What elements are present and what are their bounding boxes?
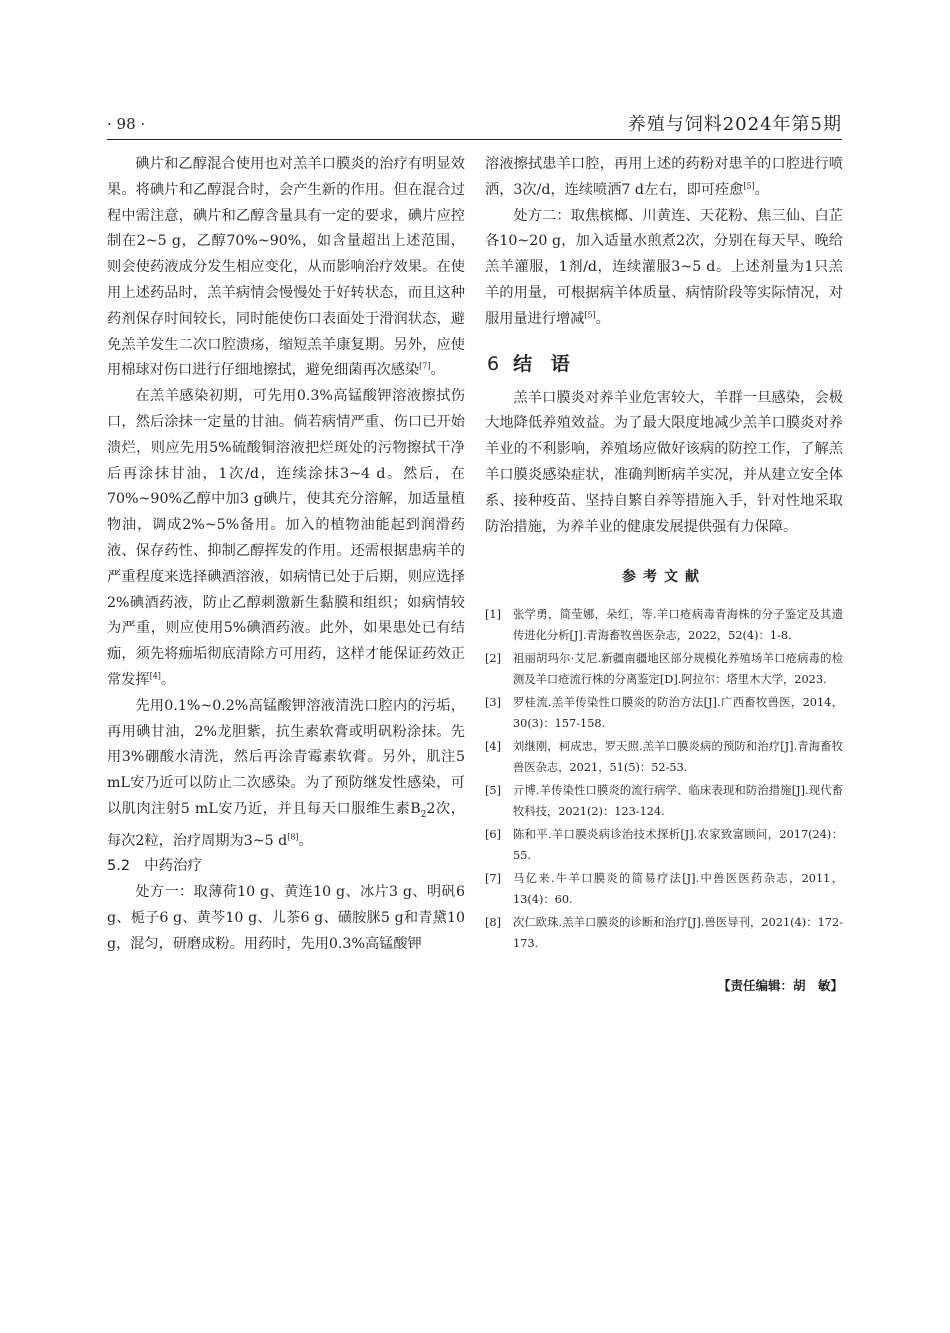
reference-item: [7] 马亿来.牛羊口膜炎的简易疗法[J].中兽医医药杂志，2011，13(4)：60.	[485, 872, 843, 907]
journal-title: 养殖与饲料2024年第5期	[627, 114, 842, 135]
paragraph-prescription-two: 处方二：取焦槟榔、川黄连、天花粉、焦三仙、白芷各10~20 g，加入适量水煎煮2次，分别在每天早、晚给羔羊灌服，1剂/d，连续灌服3~5 d。上述剂量为1只羔羊的用量，可根据病羊体质量、病情阶段等实际情况，对服用量进行增减[5]。	[485, 207, 843, 327]
reference-item: [8] 次仁欧珠.羔羊口膜炎的诊断和治疗[J].兽医导刊，2021(4)：172-173.	[485, 916, 843, 951]
right-column	[485, 152, 843, 994]
citation: [5]	[743, 181, 755, 191]
reference-item: [1] 张学勇，简莹娜，朵红，等.羊口疮病毒青海株的分子鉴定及其遗传进化分析[J].青海畜牧兽医杂志，2022，52(4)：1-8.	[485, 608, 843, 643]
paragraph-iodine-ethanol: 碘片和乙醇混合使用也对羔羊口膜炎的治疗有明显效果。将碘片和乙醇混合时，会产生新的作用。但在混合过程中需注意，碘片和乙醇含量具有一定的要求，碘片应控制在2~5 g，乙醇70%~90%，如含量超出上述范围，则会使药液成分发生相应变化，从而影响治疗效果。在使用上述药品时，羔羊病情会慢慢处于好转状态，而且这种药剂保存时间较长，同时能使伤口表面处于滑润状态，避免羔羊发生二次口腔溃疡，缩短羔羊康复期。另外，应使用棉球对伤口进行仔细地擦拭，避免细菌再次感染[7]。	[107, 156, 465, 379]
references-title: 参考文献	[622, 569, 706, 586]
header-divider	[107, 139, 842, 140]
reference-list	[485, 604, 843, 954]
paragraph-prescription-one: 处方一：取薄荷10 g、黄连10 g、冰片3 g、明矾6 g、栀子6 g、黄芩10 g、儿茶6 g、磺胺脒5 g和青黛10 g，混匀，研磨成粉。用药时，先用0.3%高锰酸钾	[107, 884, 465, 952]
page-number: · 98 ·	[107, 115, 146, 133]
reference-item: [2] 祖丽胡玛尔·艾尼.新疆南疆地区部分规模化养殖场羊口疮病毒的检测及羊口疮流行株的分离鉴定[D].阿拉尔：塔里木大学，2023.	[485, 652, 843, 687]
subsection-heading: 5.2 中药治疗	[107, 858, 203, 875]
reference-item: [4] 刘继刚，柯成忠，罗天照.羔羊口膜炎病的预防和治疗[J].青海畜牧兽医杂志，2021，51(5)：52-53.	[485, 740, 843, 775]
citation: [7]	[419, 361, 431, 371]
paragraph-conclusion: 羔羊口膜炎对养羊业危害较大，羊群一旦感染，会极大地降低养殖效益。为了最大限度地减少羔羊口膜炎对养羊业的不利影响，养殖场应做好该病的防控工作，了解羔羊口膜炎感染症状，准确判断病羊实况，并从建立安全体系、接种疫苗、坚持自繁自养等措施入手，针对性地采取防治措施，为养羊业的健康发展提供强有力保障。	[485, 389, 843, 535]
section-heading: 6 结 语	[487, 352, 576, 375]
reference-item: [6] 陈和平.羊口膜炎病诊治技术探析[J].农家致富顾问，2017(24)：55.	[485, 828, 843, 863]
responsible-editor: 【责任编辑：胡 敏】	[717, 978, 843, 994]
left-column	[107, 152, 465, 958]
citation: [8]	[287, 831, 299, 841]
paragraph-permanganate-wash: 先用0.1%~0.2%高锰酸钾溶液清洗口腔内的污垢，再用碘甘油，2%龙胆紫，抗生素软膏或明矾粉涂抹。先用3%硼酸水清洗，然后再涂青霉素软膏。另外，肌注5 mL安乃近可以防止二次感染。为了预防继发性感染，可以肌肉注射5 mL安乃近，并且每天口服维生素$B_22$次，每次2粒，治疗周期为3~5 d[8]。	[107, 697, 466, 849]
citation: [4]	[149, 671, 161, 681]
reference-item: [5] 亓博.羊传染性口膜炎的流行病学、临床表现和防治措施[J].现代畜牧科技，2021(2)：123-124.	[485, 784, 843, 819]
reference-item: [3] 罗桂流.羔羊传染性口膜炎的防治方法[J].广西畜牧兽医，2014，30(3)：157-158.	[485, 696, 843, 731]
paragraph-prescription-one-cont: 溶液擦拭患羊口腔，再用上述的药粉对患羊的口腔进行喷洒，3次/d，连续喷洒7 d左右，即可痊愈[5]。	[485, 156, 843, 198]
citation: [5]	[584, 310, 596, 320]
paragraph-early-infection: 在羔羊感染初期，可先用0.3%高锰酸钾溶液擦拭伤口，然后涂抹一定量的甘油。倘若病情严重、伤口已开始溃烂，则应先用5%硫酸铜溶液把烂斑处的污物擦拭干净后再涂抹甘油，1次/d，连续涂抹3~4 d。然后，在70%~90%乙醇中加3 g碘片，使其充分溶解，加适量植物油，调成2%~5%备用。加入的植物油能起到润滑药液、保存药性、抑制乙醇挥发的作用。还需根据患病羊的严重程度来选择碘酒溶液，如病情已处于后期，则应选择2%碘酒药液，防止乙醇刺激新生黏膜和组织；如病情较为严重，则应使用5%碘酒药液。此外，如果患处已有结痂，须先将痂垢彻底清除方可用药，这样才能保证药效正常发挥[4]。	[107, 388, 465, 688]
